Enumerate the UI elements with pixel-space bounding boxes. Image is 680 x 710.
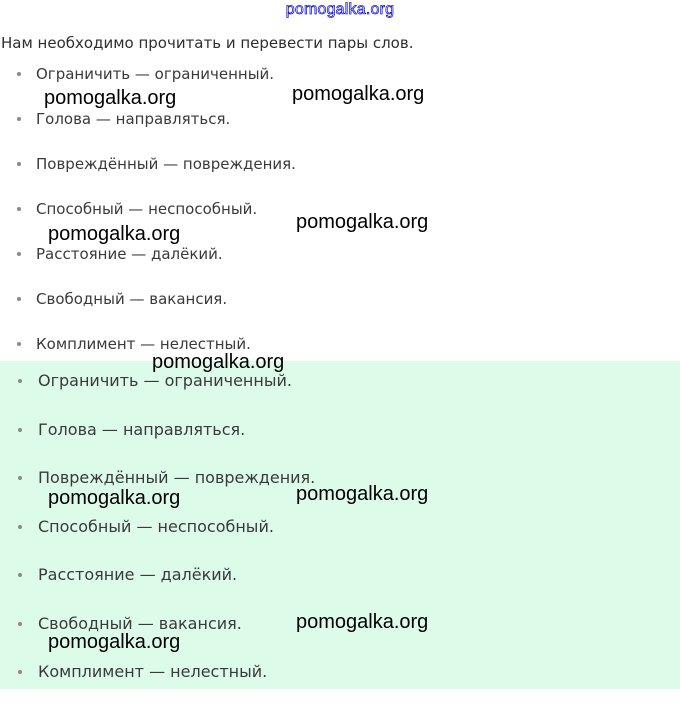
list-item-text: Расстояние — далёкий.	[38, 565, 238, 584]
watermark: pomogalka.org	[48, 487, 181, 509]
list-item-text: Повреждённый — повреждения.	[36, 155, 296, 173]
list-item-text: Расстояние — далёкий.	[36, 245, 223, 263]
list-item-text: Способный — неспособный.	[36, 200, 258, 218]
list-item	[0, 419, 315, 468]
list-item-text: Комплимент — нелестный.	[38, 662, 268, 681]
bullet-icon	[18, 525, 22, 529]
header-watermark: pomogalka.org	[285, 1, 395, 18]
watermark: pomogalka.org	[296, 611, 429, 633]
bullet-icon	[17, 252, 21, 256]
list-item	[0, 109, 296, 154]
bullet-icon	[18, 670, 22, 674]
list-item-text: Ограничить — ограниченный.	[36, 65, 275, 83]
list-item-text: Голова — направляться.	[36, 110, 231, 128]
watermark: pomogalka.org	[296, 483, 429, 505]
list-item-text: Голова — направляться.	[38, 419, 246, 439]
list-item	[0, 564, 315, 613]
list-item-text: Повреждённый — повреждения.	[38, 468, 316, 487]
bullet-icon	[17, 297, 21, 301]
bullet-icon	[18, 622, 22, 626]
bullet-icon	[17, 342, 21, 346]
bullet-icon	[18, 379, 22, 383]
list-item	[0, 516, 315, 565]
list-item	[0, 244, 296, 289]
bullet-icon	[18, 428, 22, 432]
word-pairs-list-bottom	[0, 370, 315, 710]
intro-text: Нам необходимо прочитать и перевести пары слов.	[1, 34, 414, 52]
list-item	[0, 289, 296, 334]
list-item-text: Ограничить — ограниченный.	[38, 371, 292, 390]
list-item-text: Свободный — вакансия.	[38, 613, 242, 633]
bullet-icon	[17, 117, 21, 121]
list-item-text: Свободный — вакансия.	[36, 290, 228, 308]
list-item	[0, 370, 315, 419]
watermark: pomogalka.org	[44, 87, 177, 109]
watermark: pomogalka.org	[48, 631, 181, 653]
bullet-icon	[18, 573, 22, 577]
list-item-text: Способный — неспособный.	[38, 516, 274, 536]
list-item	[0, 154, 296, 199]
watermark: pomogalka.org	[48, 223, 181, 245]
bullet-icon	[17, 162, 21, 166]
word-pairs-list-top	[0, 64, 296, 379]
list-item	[0, 661, 315, 710]
watermark: pomogalka.org	[296, 211, 429, 233]
bullet-icon	[17, 207, 21, 211]
bullet-icon	[18, 476, 22, 480]
bullet-icon	[17, 72, 21, 76]
watermark: pomogalka.org	[292, 83, 425, 105]
list-item-text: Комплимент — нелестный.	[36, 335, 251, 353]
watermark: pomogalka.org	[152, 351, 285, 373]
